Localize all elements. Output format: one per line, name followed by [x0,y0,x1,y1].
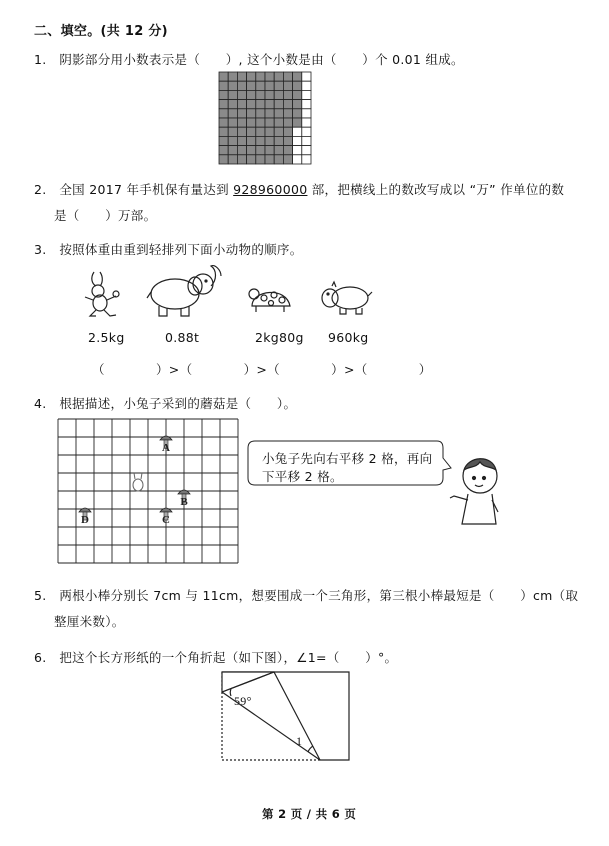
grid-cell [247,72,256,81]
animal-weight-2: 0.88t [165,330,200,345]
grid-cell [247,109,256,118]
grid-cell [302,127,311,136]
grid-cell [274,100,283,109]
grid-cell [256,90,265,99]
grid-cell [293,100,302,109]
animal-weight-3: 2kg80g [255,330,304,345]
grid-cell [256,136,265,145]
grid-cell [293,90,302,99]
grid-cell [302,146,311,155]
grid-cell [293,127,302,136]
animal-weight-1: 2.5kg [88,330,125,345]
question-5-line2: 整厘米数）。 [54,614,125,629]
grid-cell [228,72,237,81]
grid-cell [219,72,228,81]
grid-cell [265,146,274,155]
grid-cell [265,155,274,164]
speech-line-2: 下平移 2 格。 [262,469,343,484]
grid-cell [283,81,292,90]
grid-cell [274,81,283,90]
angle-1-label: 1 [296,734,303,748]
grid-cell [228,136,237,145]
grid-cell [302,136,311,145]
grid-cell [265,100,274,109]
rabbit-icon [80,270,124,318]
grid-cell [293,81,302,90]
turtle-icon [246,280,296,318]
grid-cell [237,136,246,145]
grid-cell [302,90,311,99]
question-2-prefix: 2. 全国 2017 年手机保有量达到 [34,182,234,197]
grid-cell [237,81,246,90]
grid-cell [265,72,274,81]
grid-cell [247,146,256,155]
grid-cell [274,146,283,155]
grid-cell [247,118,256,127]
grid-cell [247,81,256,90]
grid-cell [256,146,265,155]
grid-cell [283,146,292,155]
grid-cell [274,155,283,164]
grid-cell [237,127,246,136]
grid-cell [228,90,237,99]
grid-cell [256,81,265,90]
grid-cell [293,155,302,164]
question-2-line1 [34,180,564,198]
grid-cell [293,109,302,118]
grid-cell [228,127,237,136]
elephant-icon [145,262,225,318]
section-title: 二、填空。(共 12 分) [34,24,168,39]
mushroom-grid-figure [58,419,238,563]
grid-cell [219,100,228,109]
grid-cell [237,118,246,127]
animal-weight-4: 960kg [328,330,369,345]
order-answer-line: （ ）>（ ）>（ ）>（ ） [92,362,432,377]
grid-cell [219,90,228,99]
mushroom-label: D [81,514,89,526]
question-3-text: 3. 按照体重由重到轻排列下面小动物的顺序。 [34,242,303,257]
grid-cell [237,100,246,109]
hundred-grid-figure [219,72,311,164]
grid-cell [256,127,265,136]
grid-cell [256,72,265,81]
grid-cell [283,118,292,127]
question-5-line1: 5. 两根小棒分别长 7cm 与 11cm，想要围成一个三角形，第三根小棒最短是（ ）cm（取 [34,588,579,603]
grid-cell [274,136,283,145]
grid-cell [283,90,292,99]
grid-cell [247,100,256,109]
grid-cell [228,146,237,155]
grid-cell [265,81,274,90]
grid-cell [283,136,292,145]
grid-cell [237,109,246,118]
grid-cell [283,109,292,118]
mushroom-c-icon [160,508,172,526]
grid-cell [265,136,274,145]
grid-cell [237,90,246,99]
grid-cell [256,155,265,164]
folded-rectangle-figure [222,672,352,764]
grid-cell [237,72,246,81]
mushroom-b-icon [178,490,190,508]
question-2-line2: 是（ ）万部。 [54,208,157,223]
grid-cell [274,90,283,99]
page-footer: 第 2 页 / 共 6 页 [262,807,357,821]
grid-cell [219,146,228,155]
grid-cell [228,109,237,118]
grid-cell [228,100,237,109]
mushroom-a-icon [160,436,172,454]
grid-cell [265,90,274,99]
grid-cell [293,72,302,81]
angle-59-label: 59° [234,694,252,708]
question-6-text: 6. 把这个长方形纸的一个角折起（如下图），∠1=（ ）°。 [34,650,398,665]
grid-cell [283,155,292,164]
grid-cell [302,100,311,109]
grid-cell [274,72,283,81]
speech-line-1: 小兔子先向右平移 2 格，再向 [262,451,433,466]
mushroom-label: A [162,442,170,454]
grid-cell [293,136,302,145]
mushroom-label: C [162,514,170,526]
grid-cell [293,146,302,155]
question-2-suffix: 部，把横线上的数改写成以 “万” 作单位的数 [307,182,565,197]
grid-cell [265,109,274,118]
grid-cell [302,72,311,81]
grid-cell [283,100,292,109]
grid-cell [219,81,228,90]
grid-cell [256,118,265,127]
grid-cell [247,127,256,136]
mushroom-label: B [180,496,188,508]
grid-cell [302,109,311,118]
grid-cell [256,109,265,118]
grid-cell [228,81,237,90]
grid-cell [228,118,237,127]
grid-cell [237,146,246,155]
grid-cell [274,118,283,127]
underlined-number: 928960000 [233,182,308,197]
grid-cell [274,109,283,118]
question-4-text: 4. 根据描述，小兔子采到的蘑菇是（ ）。 [34,396,297,411]
grid-cell [302,155,311,164]
grid-cell [219,109,228,118]
grid-cell [219,155,228,164]
grid-cell [265,127,274,136]
boy-icon [448,452,504,530]
grid-cell [293,118,302,127]
grid-cell [247,136,256,145]
small-rabbit-icon [133,473,143,491]
grid-cell [237,155,246,164]
grid-cell [247,90,256,99]
grid-cell [219,118,228,127]
question-1-text: 1. 阴影部分用小数表示是（ ）, 这个小数是由（ ）个 0.01 组成。 [34,52,464,67]
grid-cell [256,100,265,109]
hippo-icon [320,280,374,318]
grid-cell [302,81,311,90]
grid-cell [228,155,237,164]
grid-cell [247,155,256,164]
grid-cell [219,127,228,136]
grid-cell [219,136,228,145]
grid-cell [283,127,292,136]
grid-cell [283,72,292,81]
grid-cell [265,118,274,127]
grid-cell [302,118,311,127]
mushroom-d-icon [79,508,91,526]
grid-cell [274,127,283,136]
